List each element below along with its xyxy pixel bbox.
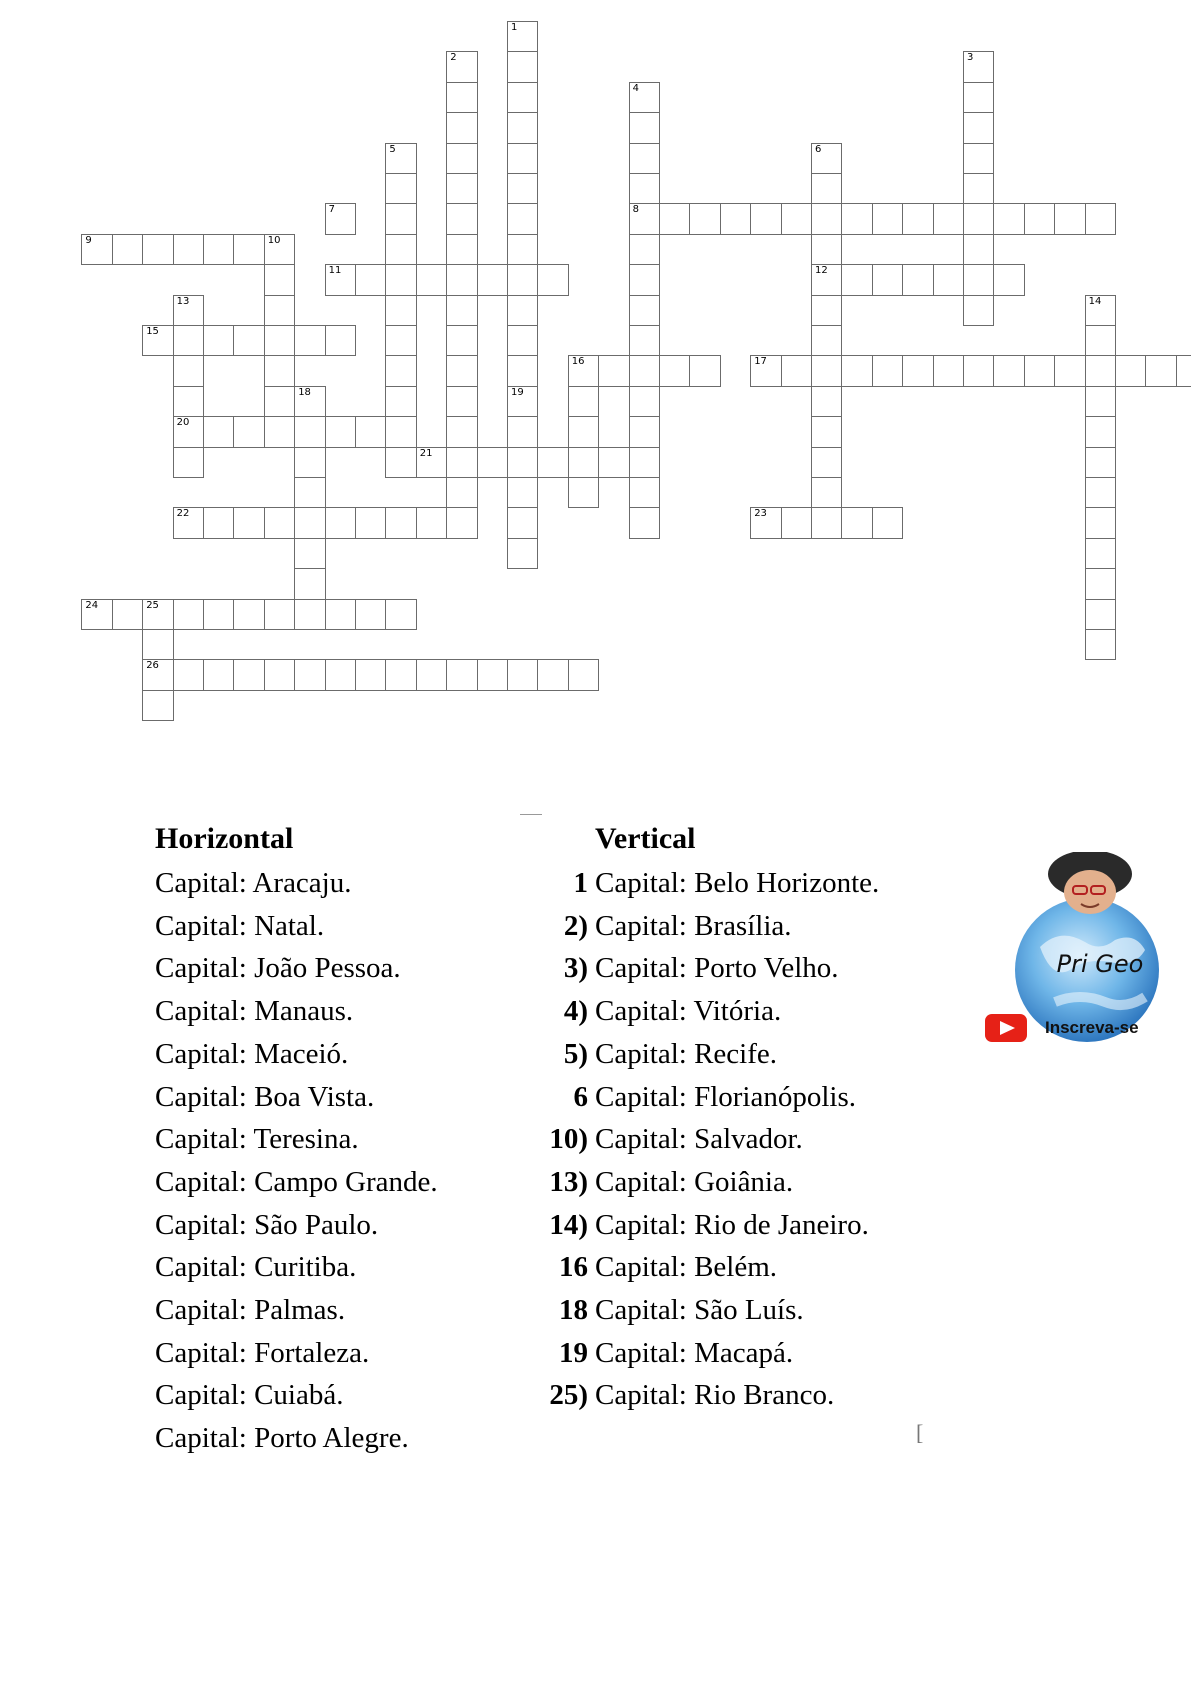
cell-number: 10 bbox=[267, 234, 281, 246]
crossword-cell[interactable] bbox=[629, 173, 660, 204]
cell-number: 25 bbox=[146, 599, 159, 611]
crossword-cell[interactable] bbox=[325, 264, 356, 295]
crossword-cell[interactable] bbox=[1085, 447, 1116, 478]
crossword-cell[interactable] bbox=[598, 355, 629, 386]
crossword-cell[interactable] bbox=[294, 538, 325, 569]
crossword-cell[interactable] bbox=[233, 416, 264, 447]
horizontal-clue: Capital: Palmas. bbox=[155, 1294, 346, 1326]
crossword-cell[interactable] bbox=[598, 447, 629, 478]
crossword-cell[interactable] bbox=[355, 416, 386, 447]
crossword-cell[interactable] bbox=[933, 203, 964, 234]
crossword-cell[interactable] bbox=[537, 264, 568, 295]
crossword-cell[interactable] bbox=[385, 447, 416, 478]
crossword-cell[interactable] bbox=[689, 355, 720, 386]
cell-number: 9 bbox=[85, 234, 92, 246]
crossword-cell[interactable] bbox=[385, 264, 416, 295]
crossword-cell[interactable] bbox=[173, 659, 204, 690]
cell-number: 18 bbox=[298, 386, 311, 398]
crossword-cell[interactable] bbox=[568, 355, 599, 386]
crossword-cell[interactable] bbox=[1085, 477, 1116, 508]
crossword-cell[interactable] bbox=[112, 234, 143, 265]
crossword-cell[interactable] bbox=[507, 21, 538, 52]
crossword-cell[interactable] bbox=[507, 234, 538, 265]
cell-number: 11 bbox=[328, 265, 342, 277]
crossword-cell[interactable] bbox=[203, 659, 234, 690]
crossword-cell[interactable] bbox=[233, 234, 264, 265]
crossword-cell[interactable] bbox=[507, 51, 538, 82]
crossword-cell[interactable] bbox=[264, 355, 295, 386]
crossword-cell[interactable] bbox=[416, 264, 447, 295]
cell-number: 21 bbox=[419, 447, 433, 459]
crossword-cell[interactable] bbox=[963, 355, 994, 386]
cell-number: 17 bbox=[754, 356, 767, 368]
crossword-cell[interactable] bbox=[629, 325, 660, 356]
crossword-cell[interactable] bbox=[781, 355, 812, 386]
crossword-cell[interactable] bbox=[1085, 203, 1116, 234]
horizontal-clue: Capital: Aracaju. bbox=[155, 867, 352, 899]
crossword-cell[interactable] bbox=[112, 599, 143, 630]
horizontal-clue: Capital: Natal. bbox=[155, 909, 325, 942]
crossword-cell[interactable] bbox=[1054, 355, 1085, 386]
crossword-cell[interactable] bbox=[173, 355, 204, 386]
crossword-cell[interactable] bbox=[1176, 355, 1191, 386]
crossword-cell[interactable] bbox=[385, 203, 416, 234]
horizontal-clue: Capital: Boa Vista. bbox=[155, 1080, 375, 1113]
crossword-cell[interactable] bbox=[659, 203, 690, 234]
crossword-cell[interactable] bbox=[507, 477, 538, 508]
vertical-clue-number: 6 bbox=[573, 1080, 588, 1113]
crossword-cell[interactable] bbox=[507, 507, 538, 538]
crossword-cell[interactable] bbox=[1145, 355, 1176, 386]
crossword-cell[interactable] bbox=[1085, 629, 1116, 660]
crossword-cell[interactable] bbox=[659, 355, 690, 386]
crossword-cell[interactable] bbox=[507, 203, 538, 234]
crossword-cell[interactable] bbox=[325, 416, 356, 447]
crossword-cell[interactable] bbox=[933, 355, 964, 386]
crossword-cell[interactable] bbox=[385, 386, 416, 417]
crossword-cell[interactable] bbox=[477, 447, 508, 478]
crossword-cell[interactable] bbox=[203, 416, 234, 447]
crossword-cell[interactable] bbox=[629, 203, 660, 234]
horizontal-clue: Capital: São Paulo. bbox=[155, 1208, 379, 1241]
crossword-cell[interactable] bbox=[811, 355, 842, 386]
crossword-cell[interactable] bbox=[629, 143, 660, 174]
vertical-clue: Capital: Belo Horizonte. bbox=[595, 867, 880, 899]
vertical-clue-number: 14) bbox=[549, 1208, 588, 1241]
crossword-cell[interactable] bbox=[568, 447, 599, 478]
crossword-cell[interactable] bbox=[1085, 416, 1116, 447]
crossword-cell[interactable] bbox=[872, 355, 903, 386]
crossword-cell[interactable] bbox=[446, 295, 477, 326]
crossword-cell[interactable] bbox=[507, 143, 538, 174]
crossword-cell[interactable] bbox=[1085, 386, 1116, 417]
crossword-cell[interactable] bbox=[416, 507, 447, 538]
crossword-cell[interactable] bbox=[446, 51, 477, 82]
cell-number: 5 bbox=[389, 143, 396, 155]
crossword-cell[interactable] bbox=[1085, 325, 1116, 356]
crossword-cell[interactable] bbox=[385, 325, 416, 356]
crossword-cell[interactable] bbox=[872, 203, 903, 234]
crossword-cell[interactable] bbox=[173, 295, 204, 326]
horizontal-clue: Capital: Fortaleza. bbox=[155, 1336, 370, 1369]
crossword-cell[interactable] bbox=[173, 234, 204, 265]
cell-number: 14 bbox=[1088, 295, 1102, 307]
crossword-cell[interactable] bbox=[385, 143, 416, 174]
cell-number: 4 bbox=[632, 82, 639, 94]
crossword-cell[interactable] bbox=[1085, 538, 1116, 569]
crossword-cell[interactable] bbox=[233, 325, 264, 356]
vertical-clue-number: 25) bbox=[549, 1379, 588, 1412]
cell-number: 16 bbox=[571, 356, 585, 368]
crossword-cell[interactable] bbox=[264, 416, 295, 447]
crossword-cell[interactable] bbox=[1024, 355, 1055, 386]
crossword-cell[interactable] bbox=[963, 51, 994, 82]
cell-number: 1 bbox=[511, 22, 518, 33]
vertical-clue: Capital: Goiânia. bbox=[595, 1165, 794, 1198]
crossword-cell[interactable] bbox=[537, 659, 568, 690]
crossword-cell[interactable] bbox=[811, 386, 842, 417]
crossword-cell[interactable] bbox=[750, 355, 781, 386]
crossword-cell[interactable] bbox=[173, 447, 204, 478]
horizontal-clue: Capital: Porto Alegre. bbox=[155, 1422, 409, 1455]
crossword-cell[interactable] bbox=[446, 203, 477, 234]
crossword-cell[interactable] bbox=[325, 325, 356, 356]
crossword-cell[interactable] bbox=[781, 203, 812, 234]
crossword-cell[interactable] bbox=[446, 112, 477, 143]
crossword-cell[interactable] bbox=[385, 295, 416, 326]
crossword-cell[interactable] bbox=[811, 173, 842, 204]
crossword-cell[interactable] bbox=[264, 234, 295, 265]
crossword-cell[interactable] bbox=[142, 629, 173, 660]
crossword-cell[interactable] bbox=[416, 447, 447, 478]
vertical-clue: Capital: Porto Velho. bbox=[595, 952, 839, 985]
cell-number: 2 bbox=[450, 52, 457, 64]
crossword-cell[interactable] bbox=[568, 386, 599, 417]
crossword-cell[interactable] bbox=[537, 447, 568, 478]
cell-number: 13 bbox=[176, 295, 190, 307]
cell-number: 12 bbox=[815, 265, 828, 277]
crossword-cell[interactable] bbox=[446, 234, 477, 265]
vertical-clue-number: 5) bbox=[563, 1037, 588, 1070]
crossword-cell[interactable] bbox=[294, 325, 325, 356]
vertical-clue: Capital: Rio de Janeiro. bbox=[595, 1208, 869, 1241]
crossword-cell[interactable] bbox=[720, 203, 751, 234]
crossword-cell[interactable] bbox=[264, 295, 295, 326]
cell-number: 19 bbox=[511, 386, 524, 398]
crossword-cell[interactable] bbox=[173, 416, 204, 447]
crossword-cell[interactable] bbox=[1085, 507, 1116, 538]
crossword-cell[interactable] bbox=[507, 295, 538, 326]
vertical-clue: Capital: Macapá. bbox=[595, 1336, 794, 1369]
cell-number: 24 bbox=[85, 599, 99, 611]
vertical-clue-number: 10) bbox=[549, 1123, 588, 1156]
crossword-cell[interactable] bbox=[629, 507, 660, 538]
crossword-cell[interactable] bbox=[203, 325, 234, 356]
crossword-cell[interactable] bbox=[1085, 568, 1116, 599]
crossword-cell[interactable] bbox=[446, 325, 477, 356]
crossword-cell[interactable] bbox=[902, 203, 933, 234]
crossword-cell[interactable] bbox=[629, 386, 660, 417]
crossword-cell[interactable] bbox=[811, 203, 842, 234]
crossword-cell[interactable] bbox=[325, 659, 356, 690]
crossword-cell[interactable] bbox=[1085, 355, 1116, 386]
crossword-cell[interactable] bbox=[294, 599, 325, 630]
crossword-cell[interactable] bbox=[811, 507, 842, 538]
crossword-cell[interactable] bbox=[233, 599, 264, 630]
crossword-cell[interactable] bbox=[233, 507, 264, 538]
crossword-cell[interactable] bbox=[446, 447, 477, 478]
crossword-cell[interactable] bbox=[750, 507, 781, 538]
crossword-cell[interactable] bbox=[1115, 355, 1146, 386]
vertical-clue: Capital: Recife. bbox=[595, 1037, 777, 1070]
crossword-cell[interactable] bbox=[963, 234, 994, 265]
crossword-cell[interactable] bbox=[507, 659, 538, 690]
crossword-cell[interactable] bbox=[811, 325, 842, 356]
cell-number: 22 bbox=[176, 508, 190, 520]
crossword-cell[interactable] bbox=[811, 447, 842, 478]
crossword-cell[interactable] bbox=[872, 507, 903, 538]
crossword-cell[interactable] bbox=[294, 447, 325, 478]
crossword-cell[interactable] bbox=[142, 599, 173, 630]
crossword-cell[interactable] bbox=[568, 477, 599, 508]
crossword-cell[interactable] bbox=[993, 355, 1024, 386]
crossword-cell[interactable] bbox=[629, 416, 660, 447]
bracket-mark: [ bbox=[916, 1420, 924, 1445]
crossword-cell[interactable] bbox=[993, 264, 1024, 295]
crossword-cell[interactable] bbox=[355, 599, 386, 630]
cell-number: 6 bbox=[815, 143, 822, 155]
crossword-cell[interactable] bbox=[446, 173, 477, 204]
crossword-cell[interactable] bbox=[629, 82, 660, 113]
crossword-cell[interactable] bbox=[294, 477, 325, 508]
crossword-cell[interactable] bbox=[841, 264, 872, 295]
vertical-clue-number: 19 bbox=[559, 1336, 588, 1369]
crossword-cell[interactable] bbox=[933, 264, 964, 295]
crossword-cell[interactable] bbox=[385, 355, 416, 386]
vertical-clue: Capital: Salvador. bbox=[595, 1123, 803, 1156]
crossword-cell[interactable] bbox=[507, 264, 538, 295]
crossword-cell[interactable] bbox=[385, 234, 416, 265]
cell-number: 8 bbox=[632, 204, 639, 216]
crossword-cell[interactable] bbox=[902, 264, 933, 295]
crossword-cell[interactable] bbox=[446, 386, 477, 417]
crossword-cell[interactable] bbox=[993, 203, 1024, 234]
vertical-clue-number: 1 bbox=[573, 867, 588, 899]
crossword-cell[interactable] bbox=[507, 355, 538, 386]
crossword-cell[interactable] bbox=[963, 112, 994, 143]
crossword-cell[interactable] bbox=[781, 507, 812, 538]
crossword-cell[interactable] bbox=[841, 355, 872, 386]
crossword-cell[interactable] bbox=[689, 203, 720, 234]
vertical-clue: Capital: São Luís. bbox=[595, 1294, 804, 1326]
crossword-cell[interactable] bbox=[142, 659, 173, 690]
crossword-cell[interactable] bbox=[811, 477, 842, 508]
crossword-cell[interactable] bbox=[264, 386, 295, 417]
crossword-cell[interactable] bbox=[963, 173, 994, 204]
horizontal-clue: Capital: Teresina. bbox=[155, 1123, 359, 1156]
horizontal-clue: Capital: João Pessoa. bbox=[155, 952, 401, 985]
crossword-cell[interactable] bbox=[841, 507, 872, 538]
crossword-cell[interactable] bbox=[264, 507, 295, 538]
crossword-cell[interactable] bbox=[629, 447, 660, 478]
crossword-cell[interactable] bbox=[963, 203, 994, 234]
vertical-clue-number: 16 bbox=[559, 1251, 588, 1284]
crossword-cell[interactable] bbox=[507, 82, 538, 113]
crossword-cell[interactable] bbox=[811, 416, 842, 447]
crossword-cell[interactable] bbox=[1085, 295, 1116, 326]
crossword-cell[interactable] bbox=[385, 659, 416, 690]
crossword-cell[interactable] bbox=[294, 659, 325, 690]
crossword-cell[interactable] bbox=[811, 295, 842, 326]
crossword-cell[interactable] bbox=[203, 507, 234, 538]
divider-mark bbox=[520, 814, 542, 815]
cell-number: 3 bbox=[967, 52, 974, 64]
horizontal-clue: Capital: Manaus. bbox=[155, 995, 354, 1028]
vertical-title: Vertical bbox=[595, 822, 696, 855]
crossword-cell[interactable] bbox=[355, 507, 386, 538]
globe-avatar-icon bbox=[985, 852, 1190, 1042]
crossword-cell[interactable] bbox=[568, 416, 599, 447]
horizontal-title: Horizontal bbox=[155, 822, 294, 855]
crossword-cell[interactable] bbox=[811, 143, 842, 174]
crossword-cell[interactable] bbox=[385, 507, 416, 538]
crossword-cell[interactable] bbox=[81, 234, 112, 265]
crossword-cell[interactable] bbox=[355, 264, 386, 295]
crossword-cell[interactable] bbox=[385, 173, 416, 204]
crossword-cell[interactable] bbox=[963, 264, 994, 295]
crossword-cell[interactable] bbox=[142, 325, 173, 356]
crossword-cell[interactable] bbox=[963, 143, 994, 174]
vertical-clue: Capital: Vitória. bbox=[595, 995, 782, 1028]
crossword-cell[interactable] bbox=[629, 264, 660, 295]
pri-geo-logo bbox=[985, 852, 1190, 1042]
crossword-cell[interactable] bbox=[811, 264, 842, 295]
cell-number: 23 bbox=[754, 508, 767, 520]
crossword-cell[interactable] bbox=[142, 234, 173, 265]
vertical-clue: Capital: Brasília. bbox=[595, 909, 792, 942]
crossword-cell[interactable] bbox=[477, 659, 508, 690]
horizontal-clue: Capital: Cuiabá. bbox=[155, 1379, 344, 1412]
crossword-cell[interactable] bbox=[294, 568, 325, 599]
crossword-cell[interactable] bbox=[963, 295, 994, 326]
crossword-cell[interactable] bbox=[1024, 203, 1055, 234]
horizontal-clue: Capital: Campo Grande. bbox=[155, 1165, 438, 1198]
vertical-clue-number: 13) bbox=[549, 1165, 588, 1198]
crossword-cell[interactable] bbox=[477, 264, 508, 295]
crossword-cell[interactable] bbox=[173, 599, 204, 630]
crossword-cell[interactable] bbox=[507, 386, 538, 417]
crossword-cell[interactable] bbox=[446, 82, 477, 113]
vertical-clue: Capital: Belém. bbox=[595, 1251, 778, 1284]
crossword-cell[interactable] bbox=[173, 325, 204, 356]
crossword-cell[interactable] bbox=[629, 295, 660, 326]
crossword-cell[interactable] bbox=[507, 112, 538, 143]
cell-number: 26 bbox=[146, 660, 159, 672]
crossword-cell[interactable] bbox=[507, 447, 538, 478]
crossword-cell[interactable] bbox=[325, 599, 356, 630]
crossword-cell[interactable] bbox=[264, 264, 295, 295]
crossword-cell[interactable] bbox=[507, 325, 538, 356]
crossword-cell[interactable] bbox=[963, 82, 994, 113]
crossword-cell[interactable] bbox=[294, 386, 325, 417]
crossword-cell[interactable] bbox=[294, 416, 325, 447]
vertical-clue-number: 2) bbox=[563, 909, 588, 942]
crossword-cell[interactable] bbox=[629, 112, 660, 143]
crossword-cell[interactable] bbox=[173, 507, 204, 538]
crossword-cell[interactable] bbox=[203, 234, 234, 265]
crossword-grid bbox=[0, 0, 1191, 740]
crossword-cell[interactable] bbox=[264, 599, 295, 630]
crossword-cell[interactable] bbox=[446, 659, 477, 690]
crossword-cell[interactable] bbox=[355, 659, 386, 690]
horizontal-clue: Capital: Curitiba. bbox=[155, 1251, 357, 1284]
crossword-cell[interactable] bbox=[750, 203, 781, 234]
cell-number: 15 bbox=[146, 326, 159, 337]
subscribe-link[interactable]: Inscreva-se bbox=[1045, 1018, 1139, 1037]
crossword-cell[interactable] bbox=[203, 599, 234, 630]
crossword-cell[interactable] bbox=[446, 416, 477, 447]
cell-number: 20 bbox=[176, 417, 190, 429]
crossword-cell[interactable] bbox=[233, 659, 264, 690]
vertical-clue-number: 4) bbox=[563, 995, 588, 1028]
crossword-cell[interactable] bbox=[173, 386, 204, 417]
horizontal-clue: Capital: Maceió. bbox=[155, 1037, 349, 1070]
crossword-cell[interactable] bbox=[902, 355, 933, 386]
cell-number: 7 bbox=[328, 204, 335, 216]
crossword-cell[interactable] bbox=[264, 325, 295, 356]
vertical-clue: Capital: Rio Branco. bbox=[595, 1379, 835, 1412]
crossword-cell[interactable] bbox=[507, 173, 538, 204]
crossword-cell[interactable] bbox=[294, 507, 325, 538]
crossword-cell[interactable] bbox=[507, 538, 538, 569]
crossword-cell[interactable] bbox=[811, 234, 842, 265]
crossword-cell[interactable] bbox=[1085, 599, 1116, 630]
crossword-cell[interactable] bbox=[446, 477, 477, 508]
crossword-cell[interactable] bbox=[264, 659, 295, 690]
crossword-cell[interactable] bbox=[507, 416, 538, 447]
crossword-cell[interactable] bbox=[629, 234, 660, 265]
crossword-cell[interactable] bbox=[385, 416, 416, 447]
crossword-cell[interactable] bbox=[385, 599, 416, 630]
crossword-cell[interactable] bbox=[629, 355, 660, 386]
crossword-cell[interactable] bbox=[446, 264, 477, 295]
crossword-cell[interactable] bbox=[446, 507, 477, 538]
crossword-cell[interactable] bbox=[81, 599, 112, 630]
crossword-cell[interactable] bbox=[416, 659, 447, 690]
vertical-clue: Capital: Florianópolis. bbox=[595, 1080, 856, 1113]
crossword-cell[interactable] bbox=[841, 203, 872, 234]
crossword-cell[interactable] bbox=[325, 203, 356, 234]
crossword-cell[interactable] bbox=[1054, 203, 1085, 234]
crossword-cell[interactable] bbox=[872, 264, 903, 295]
crossword-cell[interactable] bbox=[568, 659, 599, 690]
crossword-cell[interactable] bbox=[325, 507, 356, 538]
logo-name: Pri Geo bbox=[1056, 950, 1144, 978]
vertical-clue-number: 3) bbox=[563, 952, 588, 985]
vertical-clue-number: 18 bbox=[559, 1294, 588, 1326]
crossword-cell[interactable] bbox=[142, 690, 173, 721]
crossword-cell[interactable] bbox=[446, 143, 477, 174]
crossword-cell[interactable] bbox=[629, 477, 660, 508]
crossword-cell[interactable] bbox=[446, 355, 477, 386]
